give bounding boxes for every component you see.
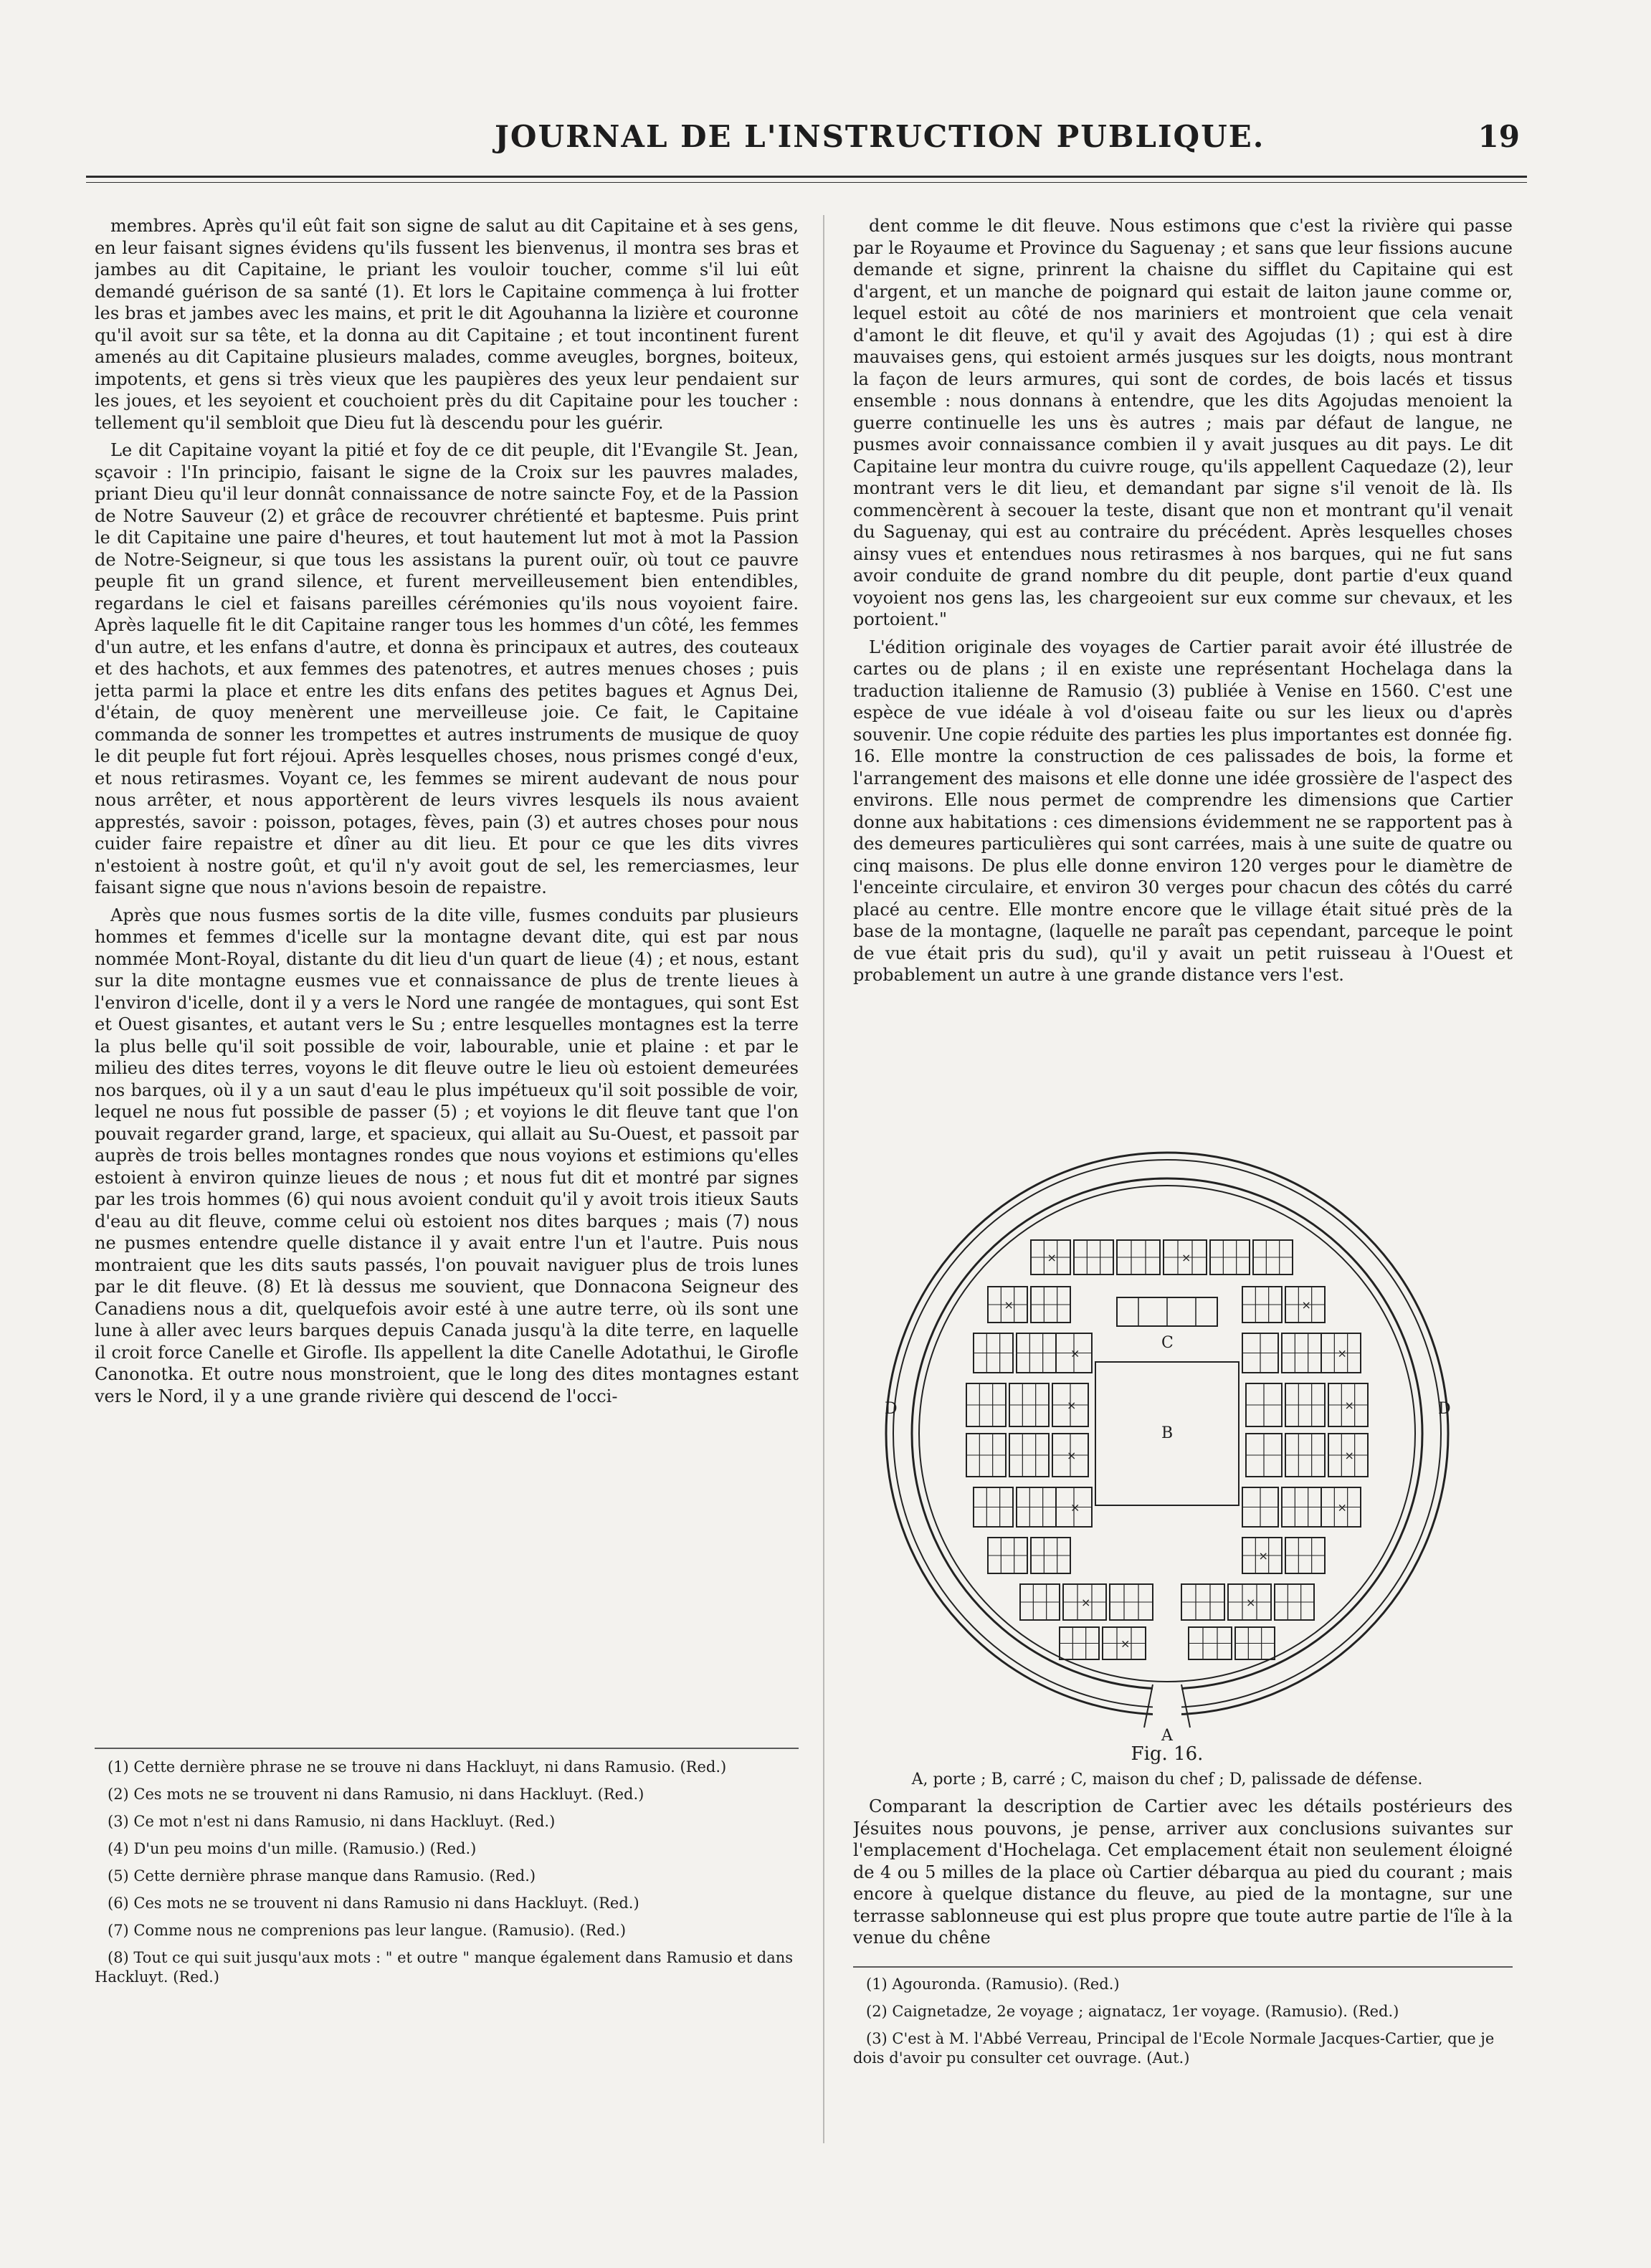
right-paragraph-1: dent comme le dit fleuve. Nous estimons que c'est la rivière qui passe par le Royaume et Province du Saguenay ; et sans que leur fissions aucune demande et signe, prinrent la chaisne du sifflet du Capitaine qui est d'argent, et un manche de poignard qui estait de laiton jaune comme or, lequel estoit au côté de nos mariniers et montroient que cela venait d'amont le dit fleuve, et qu'il y avait des Agojudas (1) ; qui est à dire mauvaises gens, qui estoient armés jusques sur les doigts, nous montrant la façon de leurs armures, qui sont de cordes, de bois lacés et tissus ensemble : nous donnans à entendre, que les dits Agojudas menoient la guerre continuelle les uns ès autres ; mais par défaut de langue, ne pusmes avoir connaissance combien il y avait jusques au dit pays. Le dit Capitaine leur montra du cuivre rouge, qu'ils appellent Caquedaze (2), leur montrant vers le dit lieu, et demandant par signe s'il venoit de là. Ils commencèrent à secouer la teste, disant que non et montrant qu'il venait du Saguenay, qui est au contraire du précédent. Après lesquelles choses ainsy vues et entendues nous retirasmes à nos barques, qui ne fut sans avoir conduite de grand nombre du dit peuple, dont partie d'eux quand voyoient nos gens las, les chargeoient sur eux comme sur chevaux, et les portoient." (853, 216, 1513, 629)
longhouse-block (1321, 1333, 1361, 1373)
house-mark: × (1181, 1251, 1191, 1264)
longhouse-block (1328, 1434, 1368, 1477)
longhouse-block (1228, 1584, 1271, 1620)
longhouse-block (1103, 1627, 1146, 1659)
longhouse-block (1031, 1240, 1070, 1274)
longhouse-block (1282, 1333, 1321, 1373)
longhouse-block (1246, 1383, 1282, 1426)
column-divider (823, 215, 824, 2143)
house-mark: × (1344, 1399, 1354, 1412)
longhouse-block (974, 1333, 1013, 1373)
longhouse-block (1017, 1487, 1056, 1527)
right-column-text-top (853, 215, 1513, 1118)
longhouse-block (1056, 1487, 1092, 1527)
right-paragraph-2: L'édition originale des voyages de Cartier parait avoir été illustrée de cartes ou de plans ; il en existe une représentant Hochelaga dans la traduction italienne de Ramusio (3) publiée à Venise en 1560. C'est une espèce de vue idéale à vol d'oiseau faite ou sur les lieux ou d'après souvenir. Une copie réduite des parties les plus importantes est donnée fig. 16. Elle montre la construction de ces palissades de bois, la forme et l'arrangement des maisons et elle donne une idée grossière de l'aspect des environs. Elle nous permet de comprendre les dimensions que Cartier donne aux habitations : ces dimensions évidemment ne se rapportent pas à des demeures particulières qui sont carrées, mais à une suite de quatre ou cinq maisons. De plus elle donne environ 120 verges pour le diamètre de l'enceinte circulaire, et environ 30 verges pour chacun des côtés du carré placé au centre. Elle montre encore que le village était situé près de la base de la montagne, (laquelle ne paraît pas cependant, parceque le point de vue était pris du sud), qu'il y avait un petit ruisseau à l'Ouest et probablement un autre à une grande distance vers l'est. (853, 637, 1513, 985)
left-footnote-rule (95, 1748, 799, 1749)
footnote-3: (3) Ce mot n'est ni dans Ramusio, ni dans Hackluyt. (Red.) (108, 1813, 556, 1830)
label-palisade-right: D (1438, 1400, 1451, 1418)
longhouse-block (1242, 1487, 1278, 1527)
longhouse-block (1052, 1434, 1088, 1477)
longhouse-block (1242, 1333, 1278, 1373)
longhouse-block (1253, 1240, 1293, 1274)
footnote-8: (8) Tout ce qui suit jusqu'aux mots : " et outre " manque également dans Ramusio et dans Hackluyt. (Red.) (95, 1949, 794, 1986)
house-mark: × (1070, 1500, 1080, 1515)
house-mark: × (1004, 1298, 1014, 1312)
right-paragraph-3: Comparant la description de Cartier avec les détails postérieurs des Jésuites nous pouvons, je pense, arriver aux conclusions suivantes sur l'emplacement d'Hochelaga. Cet emplacement était non seulement éloigné de 4 ou 5 milles de la place où Cartier débarqua au pied du courant ; mais encore à quelque distance du fleuve, au pied de la montagne, sur une terrasse sablonneuse qui est plus propre que toute autre partie de l'île à la venue du chêne (853, 1796, 1513, 1948)
longhouse-block (1285, 1538, 1325, 1573)
right-footnote-1: (1) Agouronda. (Ramusio). (Red.) (866, 1976, 1120, 1993)
house-mark: × (1121, 1636, 1131, 1651)
house-mark: × (1337, 1500, 1347, 1515)
longhouse-block (966, 1383, 1006, 1426)
longhouse-block (1242, 1287, 1282, 1323)
longhouse-block (1242, 1538, 1282, 1573)
footnote-4: (4) D'un peu moins d'un mille. (Ramusio.) (Red.) (108, 1840, 477, 1857)
right-footnote-rule (853, 1966, 1513, 1968)
house-mark: × (1070, 1346, 1080, 1361)
left-paragraph-2: Le dit Capitaine voyant la pitié et foy de ce dit peuple, dit l'Evangile St. Jean, sçavoir : l'In principio, faisant le signe de la Croix sur les pauvres malades, priant Dieu qu'il leur donnât connaissance de notre saincte Foy, et de la Passion de Notre Sauveur (2) et grâce de recouvrer chrétienté et baptesme. Puis print le dit Capitaine une paire d'heures, et tout hautement lut mot à mot la Passion de Notre-Seigneur, si que tous les assistans la purent ouïr, où tout ce pauvre peuple fit un grand silence, et furent merveilleusement bien entendibles, regardans le ciel et faisans pareilles cérémonies qu'ils nous voyoient faire. Après laquelle fit le dit Capitaine ranger tous les hommes d'un côté, les femmes d'un autre, et les enfans d'autre, et donna ès principaux et autres, des couteaux et des hachots, et aux femmes des patenotres, et autres menues choses ; puis jetta parmi la place et entre les dits enfans des petites bagues et Agnus Dei, d'étain, de quoy menèrent une merveilleuse joie. Ce fait, le Capitaine commanda de sonner les trompettes et autres instruments de musique de quoy le dit peuple fut fort réjoui. Après lesquelles choses, nous prismes congé d'eux, et nous retirasmes. Voyant ce, les femmes se mirent audevant de nous pour nous arrêter, et nous apportèrent de leurs vivres lesquels ils nous avaient apprestés, savoir : poisson, potages, fèves, pain (3) et autres choses pour nous cuider faire repaistre et dîner au dit lieu. Et pour ce que les dits vivres n'estoient à nostre goût, et qu'il n'y avoit gout de sel, les remerciasmes, leur faisant signe que nous n'avions besoin de repaistre. (95, 440, 799, 897)
footnote-2: (2) Ces mots ne se trouvent ni dans Ramusio, ni dans Hackluyt. (Red.) (108, 1786, 644, 1803)
house-mark: × (1301, 1298, 1311, 1312)
header-rule-thick (86, 176, 1527, 178)
footnote-6: (6) Ces mots ne se trouvent ni dans Ramusio ni dans Hackluyt. (Red.) (108, 1895, 639, 1912)
house-mark: × (1258, 1549, 1268, 1563)
longhouse-block (1189, 1627, 1232, 1659)
header-rule-thin (86, 182, 1527, 183)
longhouse-block (1235, 1627, 1275, 1659)
longhouse-block (1063, 1584, 1106, 1620)
gate-opening (1153, 1685, 1181, 1728)
longhouse-block (1031, 1538, 1070, 1573)
house-mark: × (1081, 1596, 1091, 1609)
page-header (158, 115, 1534, 165)
longhouse-block (1009, 1434, 1049, 1477)
longhouse-block (1017, 1333, 1056, 1373)
running-title: JOURNAL DE L'INSTRUCTION PUBLIQUE. (495, 119, 1265, 154)
figure-title: Fig. 16. (1131, 1743, 1204, 1765)
footnote-1: (1) Cette dernière phrase ne se trouve ni dans Hackluyt, ni dans Ramusio. (Red.) (108, 1758, 727, 1776)
longhouse-block (1181, 1584, 1224, 1620)
longhouse-block (1285, 1287, 1325, 1323)
longhouse-block (1020, 1584, 1060, 1620)
right-footnotes (853, 1975, 1513, 2147)
footnote-7: (7) Comme nous ne comprenions pas leur langue. (Ramusio). (Red.) (108, 1922, 627, 1939)
longhouse-block (1210, 1240, 1250, 1274)
left-paragraph-1: membres. Après qu'il eût fait son signe de salut au dit Capitaine et à ses gens, en leur faisant signes évidens qu'ils fussent les bienvenus, il montra ses bras et jambes au dit Capitaine, le priant les vouloir toucher, comme s'il lui eût demandé guérison de sa santé (1). Et lors le Capitaine commença à lui frotter les bras et jambes avec les mains, et prit le dit Agouhanna la lizière et couronne qu'il avoit sur sa tête, et la donna au dit Capitaine ; et tout incontinent furent amenés au dit Capitaine plusieurs malades, comme aveugles, borgnes, boiteux, impotents, et gens si très vieux que les paupières des yeux leur pendaient sur les joues, et les seyoient et couchoient près du dit Capitaine pour les toucher : tellement qu'il sembloit que Dieu fut là descendu pour les guérir. (95, 216, 799, 433)
footnote-5: (5) Cette dernière phrase manque dans Ramusio. (Red.) (108, 1867, 536, 1885)
label-square: B (1161, 1424, 1174, 1442)
left-column-text (95, 215, 799, 1749)
longhouse-block (974, 1487, 1013, 1527)
longhouse-block (966, 1434, 1006, 1477)
page-number: 19 (1478, 119, 1520, 154)
longhouse-block (1285, 1434, 1325, 1477)
longhouse-block (1117, 1240, 1160, 1274)
longhouse-block (1056, 1333, 1092, 1373)
label-palisade-left: D (885, 1400, 898, 1418)
house-mark: × (1337, 1346, 1347, 1361)
longhouse-block (1285, 1383, 1325, 1426)
longhouse-block (1031, 1287, 1070, 1323)
house-mark: × (1067, 1399, 1077, 1412)
longhouse-block (1275, 1584, 1314, 1620)
longhouse-block (1321, 1487, 1361, 1527)
longhouse-block (1328, 1383, 1368, 1426)
hochelaga-village-plan (880, 1133, 1454, 1742)
longhouse-block (988, 1538, 1027, 1573)
longhouse-block (1060, 1627, 1099, 1659)
right-footnote-2: (2) Caignetadze, 2e voyage ; aignatacz, 1er voyage. (Ramusio). (Red.) (866, 2003, 1399, 2020)
label-chief-house: C (1161, 1334, 1174, 1352)
longhouse-block (1246, 1434, 1282, 1477)
longhouse-block (1009, 1383, 1049, 1426)
hochelaga-figure (880, 1133, 1454, 1799)
house-mark: × (1047, 1251, 1057, 1264)
longhouse-block (1074, 1240, 1113, 1274)
longhouse-block (1110, 1584, 1153, 1620)
longhouse-block (988, 1287, 1027, 1323)
house-mark: × (1067, 1449, 1077, 1462)
house-mark: × (1344, 1449, 1354, 1462)
longhouse-block (1164, 1240, 1207, 1274)
left-footnotes (95, 1758, 799, 2130)
right-column-text-bottom (853, 1796, 1513, 1968)
longhouse-block (1282, 1487, 1321, 1527)
label-gate: A (1161, 1727, 1173, 1742)
house-mark: × (1246, 1596, 1256, 1609)
left-paragraph-3: Après que nous fusmes sortis de la dite ville, fusmes conduits par plusieurs hommes et femmes d'icelle sur la montagne devant dite, qui est par nous nommée Mont-Royal, distante du dit lieu d'un quart de lieue (4) ; et nous, estant sur la dite montagne eusmes vue et connaissance de plus de trente lieues à l'environ d'icelle, dont il y a vers le Nord une rangée de montagues, qui sont Est et Ouest gisantes, et autant vers le Su ; entre lesquelles montagnes est la terre la plus belle qu'il soit possible de voir, labourable, unie et plaine : et par le milieu des dites terres, voyons le dit fleuve outre le lieu où estoient demeurées nos barques, où il y a un saut d'eau le plus impétueux qu'il soit possible de voir, lequel ne nous fut possible de passer (5) ; et voyions le dit fleuve tant que l'on pouvait regarder grand, large, et spacieux, qui allait au Su-Ouest, et passoit par auprès de trois belles montagnes rondes que nous voyions et estimions qu'elles estoient à environ quinze lieues de nous ; et nous fut dit et montré par signes par les trois hommes (6) qui nous avoient conduit qu'il y avoit trois itieux Sauts d'eau au dit fleuve, comme celui où estoient nos dites barques ; mais (7) nous ne pusmes entendre quelle distance il y avait entre l'un et l'autre. Puis nous montraient que les dits sauts passés, l'on pouvait naviguer plus de trois lunes par le dit fleuve. (8) Et là dessus me souvient, que Donnacona Seigneur des Canadiens nous a dit, quelquefois avoir esté à une autre terre, où ils sont une lune à aller avec leurs barques depuis Canada jusqu'à la dite terre, en laquelle il croit force Canelle et Girofle. Ils appellent la dite Canelle Adotathui, le Girofle Canonotka. Et outre nous monstroient, que le long des dites montagnes estant vers le Nord, il y a une grande rivière qui descend de l'occi- (95, 905, 799, 1406)
longhouse-block (1052, 1383, 1088, 1426)
figure-legend: A, porte ; B, carré ; C, maison du chef ; D, palissade de défense. (911, 1771, 1423, 1788)
right-footnote-3: (3) C'est à M. l'Abbé Verreau, Principal de l'Ecole Normale Jacques-Cartier, que je dois d'avoir pu consulter cet ouvrage. (Aut.) (853, 2030, 1495, 2067)
